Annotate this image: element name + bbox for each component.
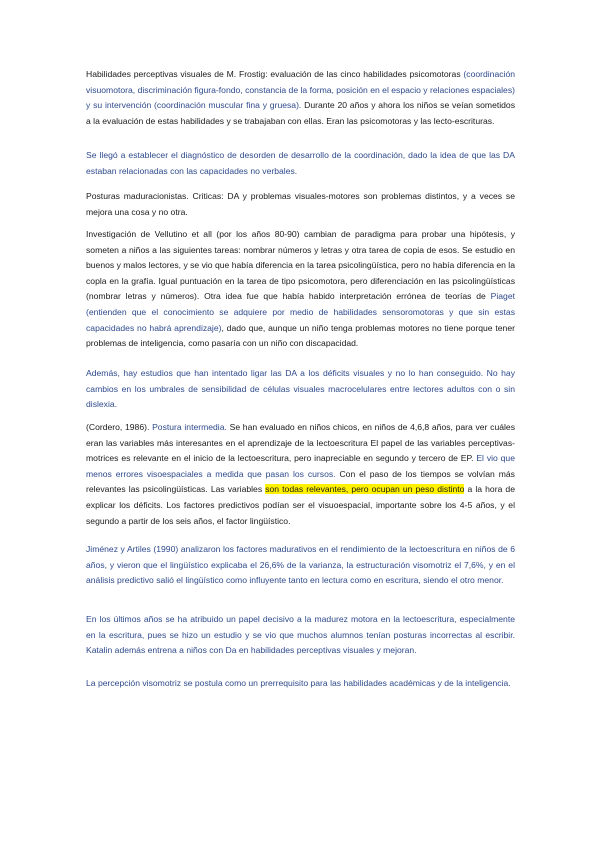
document-page [86, 67, 515, 688]
paragraph-frostig [86, 67, 515, 129]
p6-highlighted-text: son todas relevantes, pero ocupan un peso distinto [265, 484, 465, 495]
p4-text-b: Piaget (entienden que el conocimiento se adquiere por medio de habilidades sensoromotoras y que sin estas capacidades no habrá aprendizaje) [86, 291, 515, 333]
p6-text-g: a la hora de explicar los déficits. Los factores predictivos podían ser el visuoespacial, importante sobre los 4-5 años, y el segundo a partir de los seis años, el factor lingüístico. [86, 484, 515, 526]
paragraph-cordero [86, 420, 515, 529]
p1-text-a: Habilidades perceptivas visuales de M. Frostig: evaluación de las cinco habilidades psicomotoras [86, 69, 464, 79]
paragraph-diagnostico: Se llegó a establecer el diagnóstico de desorden de desarrollo de la coordinación, dado la idea de que las DA estaban relacionadas con las capacidades no verbales. [86, 150, 515, 176]
p6-text-d: El vio que menos errores visoespaciales a medida que pasan los cursos. [86, 453, 515, 479]
paragraph-posturas: Posturas maduracionistas. Criticas: DA y problemas visuales-motores son problemas distintos, y a veces se mejora una cosa y no otra. [86, 191, 515, 217]
p6-text-e: Con el paso de los tiempos se volvían más relevantes las psicolingüísticas. Las variables [86, 468, 515, 495]
paragraph-jimenez-artiles: Jiménez y Artiles (1990) analizaron los factores madurativos en el rendimiento de la lectoescritura en niños de 6 años, y vieron que el lingüístico explicaba el 26,6% de la varianza, la estructuración visomotriz el 7,6%, y en el análisis predictivo salió el lingüístico como influyente tanto en lectura como en escritura, siendo el otro menor. [86, 544, 515, 586]
paragraph-deficits-visuales: Además, hay estudios que han intentado ligar las DA a los déficits visuales y no lo han conseguido. No hay cambios en los umbrales de sensibilidad de células visuales macrocelulares entre lectores adultos con o sin dislexia. [86, 368, 515, 410]
p6-text-b: Postura intermedia. [152, 422, 227, 432]
paragraph-madurez-motora: En los últimos años se ha atribuido un papel decisivo a la madurez motora en la lectoescritura, especialmente en la escritura, pues se hizo un estudio y se vio que muchos alumnos tenían posturas incorrectas al escribir. Katalin además entrena a niños con Da en habilidades perceptivas visuales y mejoran. [86, 614, 515, 656]
p1-text-b: (coordinación visuomotora, discriminación figura-fondo, constancia de la forma, posición en el espacio y relaciones espaciales) y su intervención (coordinación muscular fina y gruesa). [86, 69, 515, 111]
p4-text-c: , dado que, aunque un niño tenga problemas motores no tiene porque tener problemas de inteligencia, como pasaría con un niño con discapacidad. [86, 322, 515, 349]
p1-text-c: Durante 20 años y ahora los niños se veían sometidos a la evaluación de estas habilidades y se trabajaban con ellas. Eran las psicomotoras y las lecto-escrituras. [86, 100, 515, 126]
paragraph-percepcion-visomotriz: La percepción visomotriz se postula como un prerrequisito para las habilidades académicas y de la inteligencia. [86, 678, 511, 688]
p6-text-a: (Cordero, 1986). [86, 422, 153, 432]
p6-text-c: Se han evaluado en niños chicos, en niños de 4,6,8 años, para ver cuáles eran las variables más interesantes en el aprendizaje de la lectoescritura El papel de las variables perceptivas-motrices es relevante en el inicio de la lectoescritura, pero inapreciable en segundo y tercero de EP. [86, 422, 515, 464]
paragraph-vellutino [86, 227, 515, 352]
p4-text-a: Investigación de Vellutino et all (por los años 80-90) cambian de paradigma para probar una hipótesis, y someten a niños a las siguientes tareas: nombrar números y letras y otra tarea de copia de esos. Se estudio en buenos y malos lectores, y se vio que había diferencia en la tarea psicolingüística, pero no había diferencia en la copla en la grafía. Igual puntuación en la tarea de tipo psicomotora, pero diferenciación en las psicolingüísticas (nombrar letras y números). Otra idea fue que había habido interpretación errónea de teorías de [86, 229, 515, 302]
